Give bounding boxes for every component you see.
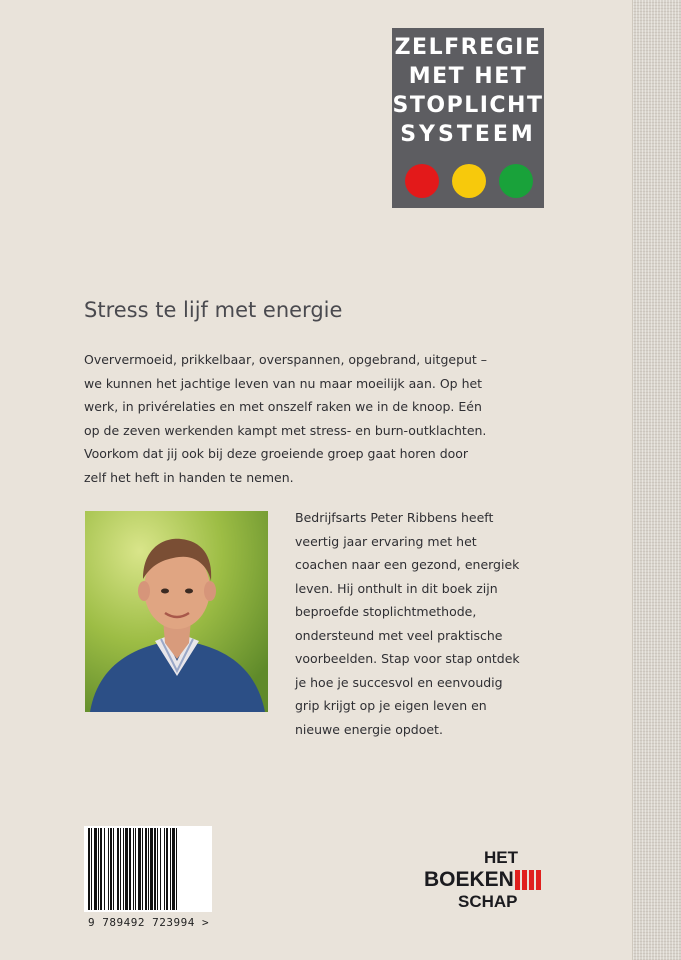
intro-line: zelf het heft in handen te nemen.	[84, 469, 294, 485]
intro-line: werk, in privérelaties en met onszelf raken we in de knoop. Eén	[84, 399, 482, 414]
bio-line: voorbeelden. Stap voor stap ontdek	[295, 651, 520, 666]
logo-line-3: STOPLICHT	[392, 93, 544, 118]
yellow-light-icon	[452, 164, 486, 198]
logo-line-4: SYSTEEM	[400, 122, 536, 147]
bio-line: coachen naar een gezond, energiek	[295, 557, 520, 572]
red-light-icon	[405, 164, 439, 198]
isbn-number: 9 789492 723994 >	[88, 916, 210, 929]
bio-line: ondersteund met veel praktische	[295, 627, 503, 643]
bio-line: leven. Hij onthult in dit boek zijn	[295, 580, 498, 596]
bio-line: nieuwe energie opdoet.	[295, 721, 443, 737]
bio-line: veertig jaar ervaring met het	[295, 533, 477, 549]
publisher-logo	[424, 848, 554, 918]
intro-line: op de zeven werkenden kampt met stress- en burn-outklachten.	[84, 422, 487, 438]
publisher-logo-top: HET	[484, 848, 518, 867]
publisher-books-icon	[515, 870, 545, 890]
bio-line: beproefde stoplichtmethode,	[295, 604, 477, 619]
book-spine	[632, 0, 681, 960]
logo-line-2: MET HET	[408, 64, 528, 89]
logo-line-1: ZELFREGIE	[394, 35, 542, 60]
publisher-logo-bottom: SCHAP	[458, 892, 518, 911]
bio-line: je hoe je succesvol en eenvoudig	[295, 674, 503, 690]
isbn-barcode	[84, 826, 212, 912]
publisher-logo-middle: BOEKEN	[424, 868, 514, 891]
green-light-icon	[499, 164, 533, 198]
author-photo	[85, 511, 268, 712]
intro-line: Voorkom dat jij ook bij deze groeiende groep gaat horen door	[84, 446, 469, 461]
series-logo	[392, 28, 544, 208]
back-cover-heading: Stress te lijf met energie	[84, 298, 343, 322]
author-bio	[295, 506, 535, 741]
intro-paragraph	[84, 348, 524, 489]
bio-line: grip krijgt op je eigen leven en	[295, 698, 487, 713]
bio-line: Bedrijfsarts Peter Ribbens heeft	[295, 510, 494, 525]
intro-line: Oververmoeid, prikkelbaar, overspannen, opgebrand, uitgeput –	[84, 352, 488, 367]
intro-line: we kunnen het jachtige leven van nu maar moeilijk aan. Op het	[84, 375, 483, 391]
